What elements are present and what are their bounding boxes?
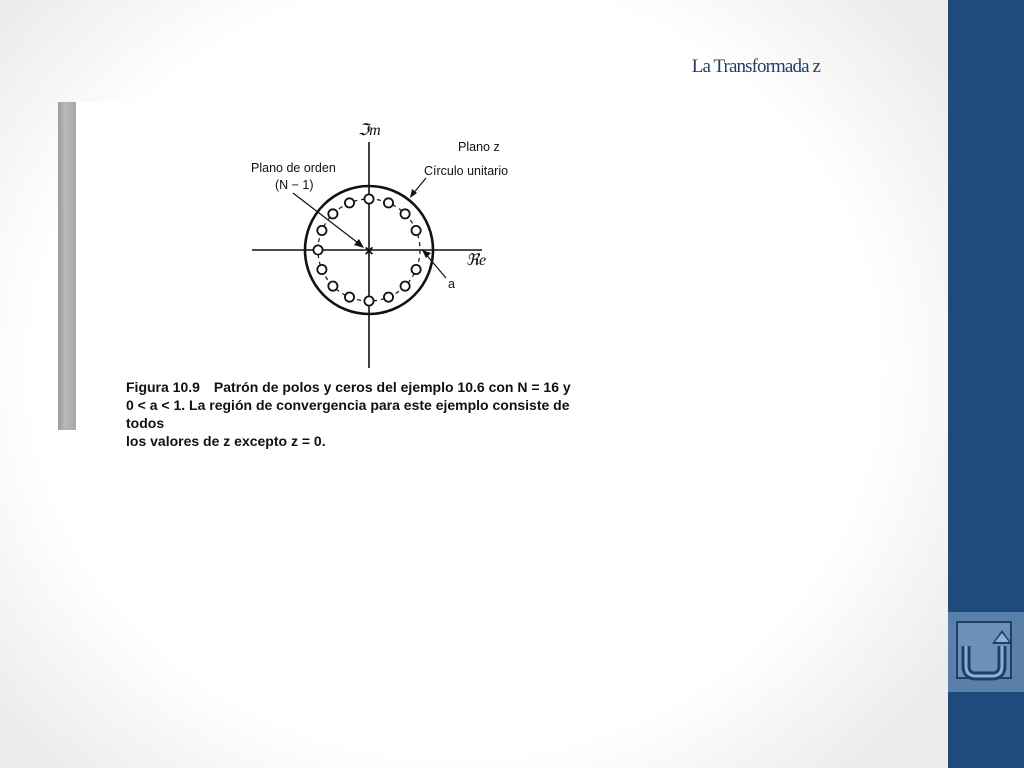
caption-line-1: Patrón de polos y ceros del ejemplo 10.6 con N = 16 y [213, 379, 571, 395]
zero-marker [412, 226, 421, 235]
pole-zero-figure [76, 102, 616, 449]
figure-caption [126, 378, 606, 450]
pole-label-line2: (N − 1) [275, 178, 314, 192]
slide-title: La Transformada z [691, 56, 820, 77]
zero-marker [384, 198, 393, 207]
caption-line-2: 0 < a < 1. La región de convergencia para este ejemplo consiste de todos [126, 397, 570, 431]
zero-marker [317, 265, 326, 274]
zero-marker [313, 245, 322, 254]
caption-figure-label: Figura 10.9 [126, 379, 200, 395]
zero-marker [345, 198, 354, 207]
return-arrow-icon [948, 612, 1024, 692]
caption-line-3: los valores de z excepto z = 0. [126, 433, 326, 449]
plane-label: Plano z [458, 140, 500, 154]
axis-im-label: ℑm [358, 122, 381, 139]
scan-edge-strip [58, 102, 76, 430]
zero-marker [401, 282, 410, 291]
zero-marker [401, 209, 410, 218]
axis-re-label: ℜe [466, 252, 487, 269]
zero-marker [364, 296, 373, 305]
zero-marker [412, 265, 421, 274]
circle-label: Círculo unitario [424, 164, 509, 178]
return-button[interactable] [948, 612, 1024, 692]
zero-marker [364, 194, 373, 203]
pole-marker: × [364, 243, 374, 260]
zero-marker [317, 226, 326, 235]
zero-marker [345, 293, 354, 302]
pole-label-line1: Plano de orden [251, 161, 336, 175]
zero-marker [328, 209, 337, 218]
radius-label: a [448, 277, 455, 291]
zero-marker [384, 293, 393, 302]
radius-leader-arrowhead [422, 250, 431, 258]
zero-marker [328, 282, 337, 291]
